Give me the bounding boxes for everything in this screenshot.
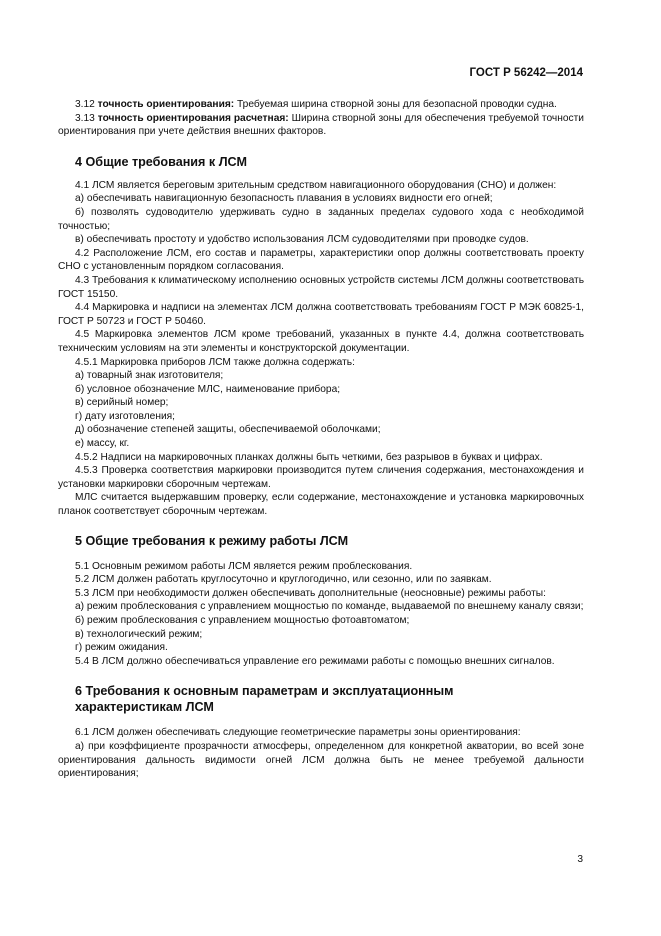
paragraph: 4.5.1 Маркировка приборов ЛСМ также должна содержать: bbox=[75, 356, 355, 368]
paragraph: 4.4 Маркировка и надписи на элементах ЛСМ должна соответствовать требованиям ГОСТ Р МЭК 60825-1, ГОСТ Р 50723 и ГОСТ Р 50460. bbox=[58, 302, 584, 327]
section-6-heading-line2: характеристикам ЛСМ bbox=[75, 700, 214, 715]
list-item: в) серийный номер; bbox=[75, 397, 169, 409]
list-item: а) при коэффициенте прозрачности атмосферы, определенном для конкретной акватории, во всей зоне ориентирования дальность видимости огней ЛСМ должна быть не менее требуемой дальности ориентирования; bbox=[58, 740, 584, 780]
term-number: 3.13 bbox=[75, 112, 95, 124]
paragraph: 4.1 ЛСМ является береговым зрительным средством навигационного оборудования (СНО) и должен: bbox=[75, 179, 557, 191]
term-name: точность ориентирования расчетная: bbox=[97, 112, 289, 124]
paragraph: 4.5 Маркировка элементов ЛСМ кроме требований, указанных в пункте 4.4, должна соответствовать техническим условиям на эти элементы и конструкторской документации. bbox=[58, 329, 584, 354]
list-item: г) дату изготовления; bbox=[75, 410, 175, 422]
term-3-13 bbox=[58, 112, 584, 139]
list-item: д) обозначение степеней защиты, обеспечиваемой оболочками; bbox=[75, 424, 381, 436]
list-item: е) массу, кг. bbox=[75, 438, 130, 450]
term-name: точность ориентирования: bbox=[97, 99, 235, 110]
section-6-heading-line1: 6 Требования к основным параметрам и эксплуатационным bbox=[75, 684, 454, 699]
paragraph: 4.5.3 Проверка соответствия маркировки производится путем сличения содержания, местонахождения и установки маркировки сборочным чертежам. bbox=[58, 465, 584, 490]
list-item: б) условное обозначение МЛС, наименование прибора; bbox=[75, 383, 341, 395]
list-item: б) режим проблескования с управлением мощностью фотоавтоматом; bbox=[75, 615, 410, 626]
paragraph: 4.5.2 Надписи на маркировочных планках должны быть четкими, без разрывов в буквах и цифрах. bbox=[75, 451, 543, 463]
paragraph: 6.1 ЛСМ должен обеспечивать следующие геометрические параметры зоны ориентирования: bbox=[75, 727, 521, 739]
list-item: а) товарный знак изготовителя; bbox=[75, 370, 224, 382]
paragraph: 5.3 ЛСМ при необходимости должен обеспечивать дополнительные (неосновные) режимы работы: bbox=[75, 587, 546, 599]
list-item: г) режим ожидания. bbox=[75, 642, 168, 654]
paragraph: 5.2 ЛСМ должен работать круглосуточно и круглогодично, или сезонно, или по заявкам. bbox=[75, 574, 492, 586]
section-6-heading bbox=[58, 683, 584, 715]
term-number: 3.12 bbox=[75, 99, 95, 110]
section-4-heading: 4 Общие требования к ЛСМ bbox=[75, 154, 247, 169]
paragraph: 5.1 Основным режимом работы ЛСМ является режим проблескования. bbox=[75, 560, 413, 572]
document-code-header: ГОСТ Р 56242—2014 bbox=[469, 67, 583, 79]
list-item: а) обеспечивать навигационную безопасность плавания в условиях видности его огней; bbox=[75, 193, 493, 205]
paragraph: 4.2 Расположение ЛСМ, его состав и параметры, характеристики опор должны соответствовать проекту СНО с установленным порядком согласования. bbox=[58, 247, 584, 273]
list-item: б) позволять судоводителю удерживать судно в заданных пределах судового хода с необходимой точностью; bbox=[58, 206, 584, 232]
term-3-12 bbox=[58, 98, 584, 112]
page-number: 3 bbox=[577, 854, 583, 865]
list-item: в) обеспечивать простоту и удобство использования ЛСМ судоводителями при проводке судов. bbox=[75, 234, 529, 246]
term-definition: Ширина створной зоны для обеспечения требуемой точности ориентирования при учете действия внешних факторов. bbox=[58, 112, 584, 138]
list-item: а) режим проблескования с управлением мощностью по команде, выдаваемой по внешнему каналу связи; bbox=[75, 601, 584, 613]
section-5-heading: 5 Общие требования к режиму работы ЛСМ bbox=[75, 533, 349, 548]
list-item: в) технологический режим; bbox=[75, 628, 203, 640]
term-definition: Требуемая ширина створной зоны для безопасной проводки судна. bbox=[237, 99, 557, 110]
page-content bbox=[58, 98, 584, 781]
paragraph: 4.3 Требования к климатическому исполнению основных устройств системы ЛСМ должны соответствовать ГОСТ 15150. bbox=[58, 274, 584, 300]
paragraph: МЛС считается выдержавшим проверку, если содержание, местонахождение и установка маркировочных планок соответствует сборочным чертежам. bbox=[58, 492, 584, 518]
paragraph: 5.4 В ЛСМ должно обеспечиваться управление его режимами работы с помощью внешних сигналов. bbox=[75, 655, 555, 667]
